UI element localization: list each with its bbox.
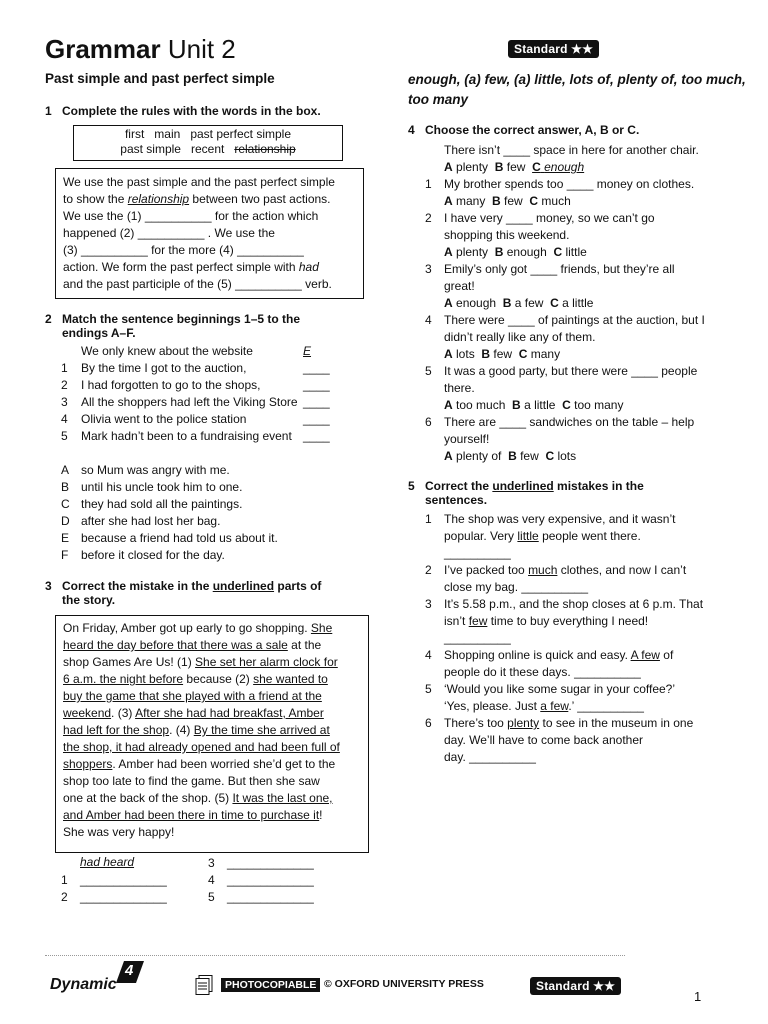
item-line: Emily’s only got ____ friends, but they’re all	[444, 262, 675, 276]
ex3-instruction-text: parts of	[274, 579, 322, 593]
ex4-options: A plenty B enough C little	[444, 245, 587, 259]
rule-text: to show the	[63, 192, 128, 206]
answer-number: 2	[61, 890, 68, 904]
item-text: Shopping online is quick and easy.	[444, 648, 631, 662]
ex5-item	[425, 681, 745, 715]
item-line	[444, 528, 745, 545]
item-number: 3	[61, 395, 68, 409]
ex4-item	[425, 261, 745, 312]
story-line	[63, 773, 368, 790]
item-line: My brother spends too ____ money on clothes.	[444, 177, 695, 191]
logo-text: Dynamic	[50, 976, 117, 993]
item-number: 3	[425, 262, 432, 276]
story-text: !	[319, 808, 323, 822]
item-number: 6	[425, 415, 432, 429]
ex4-instruction	[408, 123, 640, 137]
answer-blank[interactable]: _____________	[227, 856, 314, 870]
ex5-item	[425, 596, 745, 647]
ending-letter: F	[61, 548, 69, 562]
story-text: . (3)	[111, 706, 136, 720]
option-b: few	[506, 160, 526, 174]
story-text: . (4)	[169, 723, 194, 737]
ex3-instruction-line-2: the story.	[62, 593, 116, 607]
title-bold: Grammar	[45, 34, 161, 64]
ending-letter: B	[61, 480, 70, 494]
item-text: clothes, and now I can’t	[557, 563, 687, 577]
story-text: one at the back of the shop. (5)	[63, 791, 233, 805]
ex5-item	[425, 562, 745, 596]
ex2-example-row	[61, 343, 361, 360]
item-text: isn’t	[444, 614, 469, 628]
item-number: 5	[425, 364, 432, 378]
ex4-item	[425, 210, 745, 261]
ex4-item	[425, 176, 745, 210]
item-line: There were ____ of paintings at the auction, but I	[444, 313, 705, 327]
item-text: Mark hadn’t been to a fundraising event	[81, 429, 292, 443]
option-a[interactable]: enough	[456, 296, 497, 310]
item-number: 1	[61, 361, 68, 375]
story-line	[63, 671, 368, 688]
rule-line: (3) __________ for the more (4) __________	[63, 243, 304, 257]
ex5-instruction-line-1	[425, 479, 644, 493]
item-line: I have very ____ money, so we can’t go	[444, 211, 655, 225]
option-b[interactable]: a few	[514, 296, 544, 310]
ending-letter: D	[61, 514, 70, 528]
ex4-example-text: There isn’t ____ space in here for another chair.	[444, 143, 699, 157]
ex5-instruction	[408, 479, 644, 507]
item-mistake: few	[468, 614, 488, 628]
story-line	[63, 756, 368, 773]
ex2-instruction-line-1: Match the sentence beginnings 1–5 to the	[62, 312, 301, 326]
ex3-answer-5	[208, 889, 314, 906]
answer-number: 1	[61, 873, 68, 887]
answer-blank[interactable]: _____________	[80, 890, 167, 904]
ex4-item	[425, 363, 745, 414]
ex4-item	[425, 312, 745, 363]
item-text: people went there.	[538, 529, 641, 543]
option-a[interactable]: many	[456, 194, 486, 208]
photocopiable-label: PHOTOCOPIABLE	[221, 978, 320, 992]
item-number: 5	[425, 682, 432, 696]
rule-line: We use the (1) __________ for the action which	[63, 209, 319, 223]
ex1-number: 1	[45, 104, 52, 118]
ex2-instruction	[45, 312, 301, 340]
story-underlined: and Amber had been there in time to purchase it	[63, 808, 320, 822]
word-box-line-2-text: past simple recent	[120, 142, 235, 156]
option-c[interactable]: many	[530, 347, 561, 361]
story-underlined: It was the last one,	[232, 791, 333, 805]
rule-text: between two past actions.	[189, 192, 331, 206]
ex4-options: A many B few C much	[444, 194, 571, 208]
story-underlined: She	[310, 621, 333, 635]
story-text: shop Games Are Us! (1)	[63, 655, 196, 669]
story-underlined: had left for the shop	[63, 723, 170, 737]
story-underlined: the shop, it had already opened and had been full of	[63, 740, 340, 754]
ex3-example-text: had heard	[80, 855, 135, 869]
ex4-number: 4	[408, 123, 415, 137]
item-mistake: little	[517, 529, 539, 543]
ending-item	[61, 547, 361, 564]
page-number: 1	[694, 989, 702, 1004]
answer-blank[interactable]: ____	[303, 378, 330, 392]
ex3-answer-1	[61, 872, 167, 889]
ex2-endings	[61, 462, 361, 564]
ex5-item	[425, 715, 745, 766]
story-text: shop too late to find the game. But then she saw	[63, 774, 320, 788]
story-text: at the	[287, 638, 322, 652]
story-line	[63, 637, 368, 654]
ex2-item	[61, 428, 361, 445]
item-text: I had forgotten to go to the shops,	[81, 378, 261, 392]
item-line: there.	[444, 381, 475, 395]
ex3-instruction	[45, 579, 322, 607]
ex1-instruction	[45, 104, 321, 118]
item-line: yourself!	[444, 432, 490, 446]
logo-number: 4	[125, 962, 134, 979]
ending-letter: A	[61, 463, 70, 477]
rule-italic-word: had	[298, 260, 319, 274]
option-a[interactable]: plenty	[456, 245, 489, 259]
standard-badge: Standard ★★	[508, 40, 599, 58]
ex5-instruction-text: mistakes in the	[553, 479, 644, 493]
ex5-item	[425, 511, 745, 562]
answer-number: 5	[208, 890, 215, 904]
item-text: .’ __________	[568, 699, 644, 713]
item-text: to see in the museum in one	[539, 716, 694, 730]
answer-blank[interactable]: __________	[444, 546, 511, 560]
ex3-answer-2	[61, 889, 167, 906]
story-line	[63, 739, 368, 756]
item-number: 2	[425, 211, 432, 225]
ex5-instruction-underlined: underlined	[492, 479, 554, 493]
ex2-instruction-line-2: endings A–F.	[62, 326, 136, 340]
story-line	[63, 824, 368, 841]
title-rest: Unit 2	[160, 34, 236, 64]
item-number: 4	[425, 648, 432, 662]
ending-text: before it closed for the day.	[81, 548, 225, 562]
rule-line: and the past participle of the (5) __________ verb.	[63, 277, 332, 291]
item-number: 2	[425, 563, 432, 577]
item-text: ‘Yes, please. Just	[444, 699, 541, 713]
item-line	[444, 715, 745, 732]
ex5-instruction-text: Correct the	[425, 479, 493, 493]
option-a: plenty	[456, 160, 489, 174]
item-text: time to buy everything I need!	[487, 614, 649, 628]
ex3-number: 3	[45, 579, 52, 593]
item-text: There’s too	[444, 716, 508, 730]
item-line: shopping this weekend.	[444, 228, 570, 242]
item-line: It was a good party, but there were ____ people	[444, 364, 698, 378]
ending-text: because a friend had told us about it.	[81, 531, 278, 545]
item-line: ‘Would you like some sugar in your coffee?’	[444, 682, 676, 696]
ex4-options: A too much B a little C too many	[444, 398, 624, 412]
answer-blank[interactable]: _____________	[227, 873, 314, 887]
ending-text: so Mum was angry with me.	[81, 463, 230, 477]
story-box	[55, 615, 369, 853]
footer-standard-badge: Standard ★★	[530, 977, 621, 995]
story-line	[63, 790, 368, 807]
answer-blank[interactable]: ____	[303, 395, 330, 409]
ex4-example-options: A plenty B few C enough	[444, 160, 585, 174]
ex3-example-answer	[80, 854, 134, 871]
item-line: There are ____ sandwiches on the table – help	[444, 415, 695, 429]
story-line	[63, 722, 368, 739]
ex2-item	[61, 360, 361, 377]
item-line: close my bag. __________	[444, 580, 589, 594]
option-c[interactable]: little	[565, 245, 587, 259]
ex5-item	[425, 647, 745, 681]
ex4-list	[425, 142, 745, 465]
ex5-instruction-line-2: sentences.	[425, 493, 488, 507]
rule-example-word: relationship	[127, 192, 190, 206]
story-line	[63, 620, 368, 637]
ending-letter: E	[61, 531, 70, 545]
answer-blank[interactable]: ____	[303, 429, 330, 443]
answer-blank[interactable]: _____________	[227, 890, 314, 904]
option-c[interactable]: a little	[562, 296, 594, 310]
answer-blank[interactable]: __________	[444, 631, 511, 645]
ending-letter: C	[61, 497, 70, 511]
story-underlined: 6 a.m. the night before	[63, 672, 184, 686]
ending-item	[61, 479, 361, 496]
story-underlined: shoppers	[63, 757, 113, 771]
story-text: She was very happy!	[63, 825, 175, 839]
ending-text: they had sold all the paintings.	[81, 497, 243, 511]
item-number: 6	[425, 716, 432, 730]
item-number: 4	[425, 313, 432, 327]
item-text: All the shoppers had left the Viking Store	[81, 395, 298, 409]
ex2-item	[61, 394, 361, 411]
item-mistake: much	[528, 563, 558, 577]
item-line	[444, 562, 745, 579]
story-underlined: she wanted to	[253, 672, 328, 686]
ex4-options: A enough B a few C a little	[444, 296, 594, 310]
ending-text: after she had lost her bag.	[81, 514, 221, 528]
option-b[interactable]: few	[493, 347, 513, 361]
option-b[interactable]: a little	[524, 398, 556, 412]
item-text: popular. Very	[444, 529, 518, 543]
ex4-options: A plenty of B few C lots	[444, 449, 577, 463]
ex3-answer-4	[208, 872, 314, 889]
story-underlined: By the time she arrived at	[193, 723, 330, 737]
item-line: people do it these days. __________	[444, 665, 641, 679]
page-title	[45, 34, 236, 65]
ex2-item	[61, 377, 361, 394]
photocopy-icon	[195, 975, 213, 995]
item-number: 1	[425, 177, 432, 191]
story-line	[63, 688, 368, 705]
story-text: . Amber had been worried she’d get to the	[112, 757, 336, 771]
option-c[interactable]: much	[541, 194, 571, 208]
option-a[interactable]: lots	[456, 347, 475, 361]
item-number: 5	[61, 429, 68, 443]
item-text: Olivia went to the police station	[81, 412, 247, 426]
word-box-line-2	[74, 142, 342, 157]
ex1-instruction-text: Complete the rules with the words in the box.	[62, 104, 321, 118]
item-mistake: a few	[540, 699, 569, 713]
story-underlined: buy the game that she played with a friend at the	[63, 689, 322, 703]
correct-option: C enough	[532, 160, 585, 174]
option-c[interactable]: too many	[574, 398, 624, 412]
item-line: great!	[444, 279, 475, 293]
rule-line: We use the past simple and the past perfect simple	[63, 175, 335, 189]
ex2-example-answer: E	[303, 344, 312, 358]
left-section-heading: Past simple and past perfect simple	[45, 71, 275, 86]
word-box-crossed-word: relationship	[234, 142, 296, 156]
answer-blank[interactable]: ____	[303, 412, 330, 426]
item-line: day. __________	[444, 750, 536, 764]
story-text: because (2)	[183, 672, 254, 686]
story-line	[63, 654, 368, 671]
option-b[interactable]: few	[504, 194, 523, 208]
ex3-instruction-text: Correct the mistake in the	[62, 579, 213, 593]
rule-text: action. We form the past perfect simple with	[63, 260, 299, 274]
answer-blank[interactable]: ____	[303, 361, 330, 375]
word-box-line-1: first main past perfect simple	[124, 127, 292, 141]
item-text: By the time I got to the auction,	[81, 361, 247, 375]
option-c: enough	[544, 160, 585, 174]
ex5-list	[425, 511, 745, 766]
ex4-instruction-text: Choose the correct answer, A, B or C.	[425, 123, 640, 137]
option-a[interactable]: plenty of	[456, 449, 502, 463]
ending-item	[61, 496, 361, 513]
item-line	[444, 613, 745, 630]
item-number: 1	[425, 512, 432, 526]
copyright-text: © OXFORD UNIVERSITY PRESS	[324, 978, 484, 990]
option-b[interactable]: enough	[506, 245, 547, 259]
ex4-options: A lots B few C many	[444, 347, 561, 361]
ex2-number: 2	[45, 312, 52, 326]
item-number: 3	[425, 597, 432, 611]
rules-box	[55, 168, 364, 299]
story-underlined: heard the day before that there was a sale	[63, 638, 288, 652]
answer-blank[interactable]: _____________	[80, 873, 167, 887]
rule-line	[63, 191, 363, 208]
ex2-example-text: We only knew about the website	[81, 344, 253, 358]
item-line	[444, 647, 745, 664]
right-section-heading: enough, (a) few, (a) little, lots of, plenty of, too much, too many	[408, 72, 746, 107]
ending-item	[61, 530, 361, 547]
item-text: of	[659, 648, 674, 662]
answer-number: 3	[208, 856, 215, 870]
item-text: I’ve packed too	[444, 563, 529, 577]
story-underlined: weekend	[63, 706, 112, 720]
option-c[interactable]: lots	[557, 449, 577, 463]
item-mistake: plenty	[507, 716, 540, 730]
item-mistake: A few	[630, 648, 660, 662]
rule-line: happened (2) __________ . We use the	[63, 226, 275, 240]
story-underlined: After she had had breakfast, Amber	[135, 706, 324, 720]
item-number: 4	[61, 412, 68, 426]
word-box	[73, 125, 343, 161]
item-line	[444, 698, 745, 715]
ex2-beginnings	[61, 343, 361, 445]
ex4-item	[425, 414, 745, 465]
ex2-item	[61, 411, 361, 428]
item-number: 2	[61, 378, 68, 392]
dynamic-logo	[50, 976, 117, 994]
option-b[interactable]: few	[520, 449, 539, 463]
rule-line	[63, 259, 363, 276]
item-line: It’s 5.58 p.m., and the shop closes at 6 p.m. That	[444, 597, 704, 611]
ending-item	[61, 462, 361, 479]
answer-number: 4	[208, 873, 215, 887]
item-line: The shop was very expensive, and it wasn’t	[444, 512, 676, 526]
footer-divider	[45, 955, 625, 956]
ex5-number: 5	[408, 479, 415, 493]
logo-number-badge	[116, 961, 144, 983]
story-line	[63, 807, 368, 824]
story-text: On Friday, Amber got up early to go shopping.	[63, 621, 311, 635]
ending-text: until his uncle took him to one.	[81, 480, 243, 494]
ex3-instruction-line-1	[62, 579, 321, 593]
ex3-instruction-underlined: underlined	[212, 579, 275, 593]
option-a[interactable]: too much	[456, 398, 506, 412]
story-line	[63, 705, 368, 722]
ex3-answer-3	[208, 855, 314, 872]
ending-item	[61, 513, 361, 530]
item-line: didn’t really like any of them.	[444, 330, 596, 344]
item-line: day. We’ll have to come back another	[444, 733, 643, 747]
story-underlined: She set her alarm clock for	[195, 655, 338, 669]
